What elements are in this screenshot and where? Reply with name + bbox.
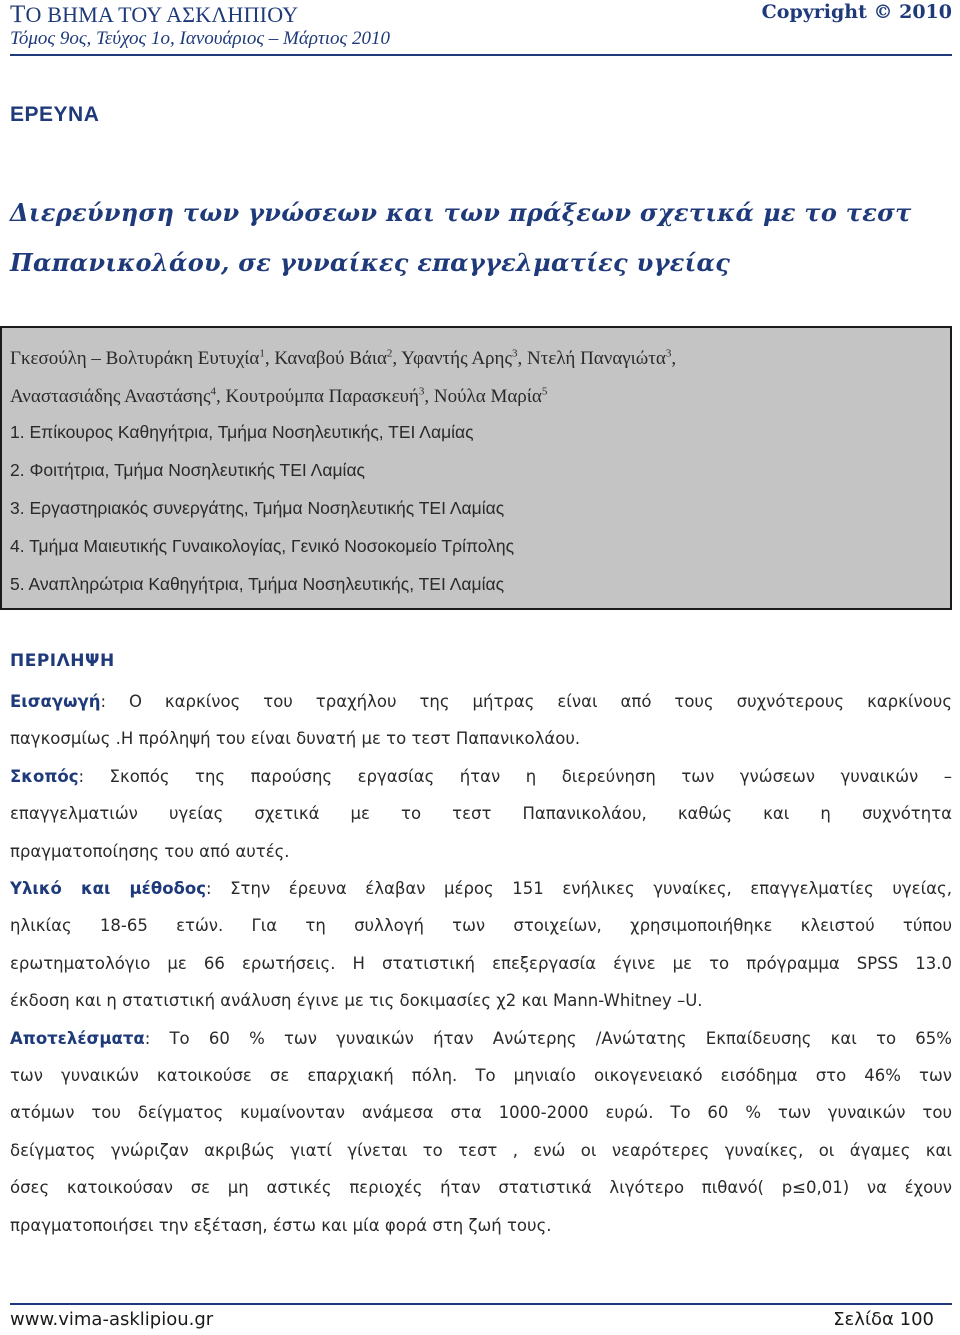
affiliation-mark: 2 bbox=[386, 347, 393, 360]
paragraph-text: : Σκοπός της παρούσης εργασίας ήταν η διερεύνηση των γνώσεων γυναικών – bbox=[78, 766, 952, 786]
author-list bbox=[10, 340, 945, 416]
title-line: Παπανικολάου, σε γυναίκες επαγγελματίες υγείας bbox=[10, 248, 731, 277]
journal-name bbox=[10, 1, 298, 29]
footer-divider bbox=[10, 1303, 952, 1305]
author-name: Αναστασιάδης Αναστάσης bbox=[10, 386, 211, 407]
footer-page-number: Σελίδα 100 bbox=[833, 1309, 934, 1330]
affiliation-mark: 4 bbox=[210, 385, 217, 398]
author-name: , Καναβού Βάια bbox=[264, 348, 387, 369]
affiliation-item: 2. Φοιτήτρια, Τμήμα Νοσηλευτικής ΤΕΙ Λαμίας bbox=[10, 460, 365, 480]
author-name: Γκεσούλη – Βολτυράκη Ευτυχία bbox=[10, 348, 260, 369]
copyright-notice: Copyright © 2010 bbox=[761, 1, 952, 23]
text-line: παγκοσμίως .Η πρόληψή του είναι δυνατή με το τεστ Παπανικολάου. bbox=[10, 729, 581, 749]
paragraph-text: : Στην έρευνα έλαβαν μέρος 151 ενήλικες γυναίκες, επαγγελματίες υγείας, bbox=[205, 879, 952, 899]
paragraph-label: Αποτελέσματα bbox=[10, 1028, 145, 1048]
author-separator: , bbox=[671, 348, 677, 369]
journal-name-initial: Τ bbox=[10, 1, 26, 28]
text-line: πραγματοποιήσει την εξέταση, έστω και μία φορά στη ζωή τους. bbox=[10, 1215, 552, 1235]
affiliation-item: 4. Τμήμα Μαιευτικής Γυναικολογίας, Γενικό Νοσοκομείο Τρίπολης bbox=[10, 536, 515, 556]
author-name: , Ντελή Παναγιώτα bbox=[517, 348, 666, 369]
affiliation-item: 5. Αναπληρώτρια Καθηγήτρια, Τμήμα Νοσηλευτικής, ΤΕΙ Λαμίας bbox=[10, 574, 505, 594]
text-line: πραγματοποίησης του από αυτές. bbox=[10, 841, 290, 861]
paragraph-label: Σκοπός bbox=[10, 766, 79, 786]
title-line: Διερεύνηση των γνώσεων και των πράξεων σχετικά με το τεστ bbox=[10, 198, 912, 227]
affiliation-mark: 3 bbox=[418, 385, 425, 398]
text-line bbox=[10, 1020, 952, 1057]
text-line: ατόμων του δείγματος κυμαίνονταν ανάμεσα στα 1000-2000 ευρώ. Το 60 % των γυναικών του bbox=[10, 1103, 952, 1123]
paragraph-text: : Ο καρκίνος του τραχήλου της μήτρας είναι από τους συχνότερους καρκίνους bbox=[100, 692, 952, 711]
affiliation-mark: 1 bbox=[259, 347, 265, 360]
page-header bbox=[10, 0, 952, 52]
text-line bbox=[10, 683, 952, 720]
affiliation-mark: 5 bbox=[541, 385, 548, 398]
abstract-methods bbox=[10, 870, 952, 1020]
affiliation-mark: 3 bbox=[665, 347, 672, 360]
author-line bbox=[10, 340, 945, 378]
abstract-introduction bbox=[10, 683, 952, 758]
text-line: των γυναικών κατοικούσε σε επαρχιακή πόλη. Το μηνιαίο οικογενειακό εισόδημα στο 46% των bbox=[10, 1066, 952, 1086]
abstract-results bbox=[10, 1020, 952, 1244]
author-name: , Κουτρούμπα Παρασκευή bbox=[216, 386, 419, 407]
section-label: ΕΡΕΥΝΑ bbox=[10, 103, 100, 126]
text-line: όσες κατοικούσαν σε μη αστικές περιοχές ήταν στατιστικά λιγότερο πιθανό( p≤0,01) να έχουν bbox=[10, 1178, 952, 1198]
author-name: , Υφαντής Αρης bbox=[392, 348, 512, 369]
text-line bbox=[10, 870, 952, 907]
text-line bbox=[10, 758, 952, 795]
text-line: επαγγελματιών υγείας σχετικά με το τεστ Παπανικολάου, καθώς και η συχνότητα bbox=[10, 804, 952, 824]
abstract-body bbox=[10, 683, 952, 1244]
paragraph-text: : Το 60 % των γυναικών ήταν Ανώτερης /Ανώτατης Εκπαίδευσης και το 65% bbox=[144, 1028, 952, 1048]
affiliation-mark: 3 bbox=[512, 347, 518, 360]
journal-name-rest: Ο ΒΗΜΑ ΤΟΥ ΑΣΚΛΗΠΙΟΥ bbox=[25, 2, 299, 27]
abstract-aim bbox=[10, 758, 952, 870]
footer-website: www.vima-asklipiou.gr bbox=[10, 1309, 214, 1330]
text-line: έκδοση και η στατιστική ανάλυση έγινε με τις δοκιμασίες χ2 και Mann-Whitney –U. bbox=[10, 991, 703, 1011]
text-line: ηλικίας 18-65 ετών. Για τη συλλογή των στοιχείων, χρησιμοποιήθηκε κλειστού τύπου bbox=[10, 916, 952, 936]
author-line bbox=[10, 378, 945, 416]
header-divider bbox=[10, 54, 952, 56]
author-name: , Νούλα Μαρία bbox=[424, 386, 542, 407]
text-line: δείγματος γνώριζαν ακριβώς γιατί γίνεται το τεστ , ενώ οι νεαρότερες γυναίκες, οι άγαμες και bbox=[10, 1140, 952, 1160]
text-line: ερωτηματολόγιο με 66 ερωτήσεις. Η στατιστική επεξεργασία έγινε με το πρόγραμμα SPSS 13.0 bbox=[10, 953, 952, 973]
abstract-heading: ΠΕΡΙΛΗΨΗ bbox=[10, 651, 115, 671]
article-title bbox=[10, 188, 952, 288]
issue-info: Τόμος 9ος, Τεύχος 1ο, Ιανουάριος – Μάρτιος 2010 bbox=[10, 28, 391, 49]
affiliation-item: 3. Εργαστηριακός συνεργάτης, Τμήμα Νοσηλευτικής ΤΕΙ Λαμίας bbox=[10, 498, 505, 518]
affiliation-item: 1. Επίκουρος Καθηγήτρια, Τμήμα Νοσηλευτικής, ΤΕΙ Λαμίας bbox=[10, 422, 474, 442]
paragraph-label: Υλικό και μέθοδος bbox=[10, 879, 206, 899]
paragraph-label: Εισαγωγή bbox=[10, 692, 101, 711]
